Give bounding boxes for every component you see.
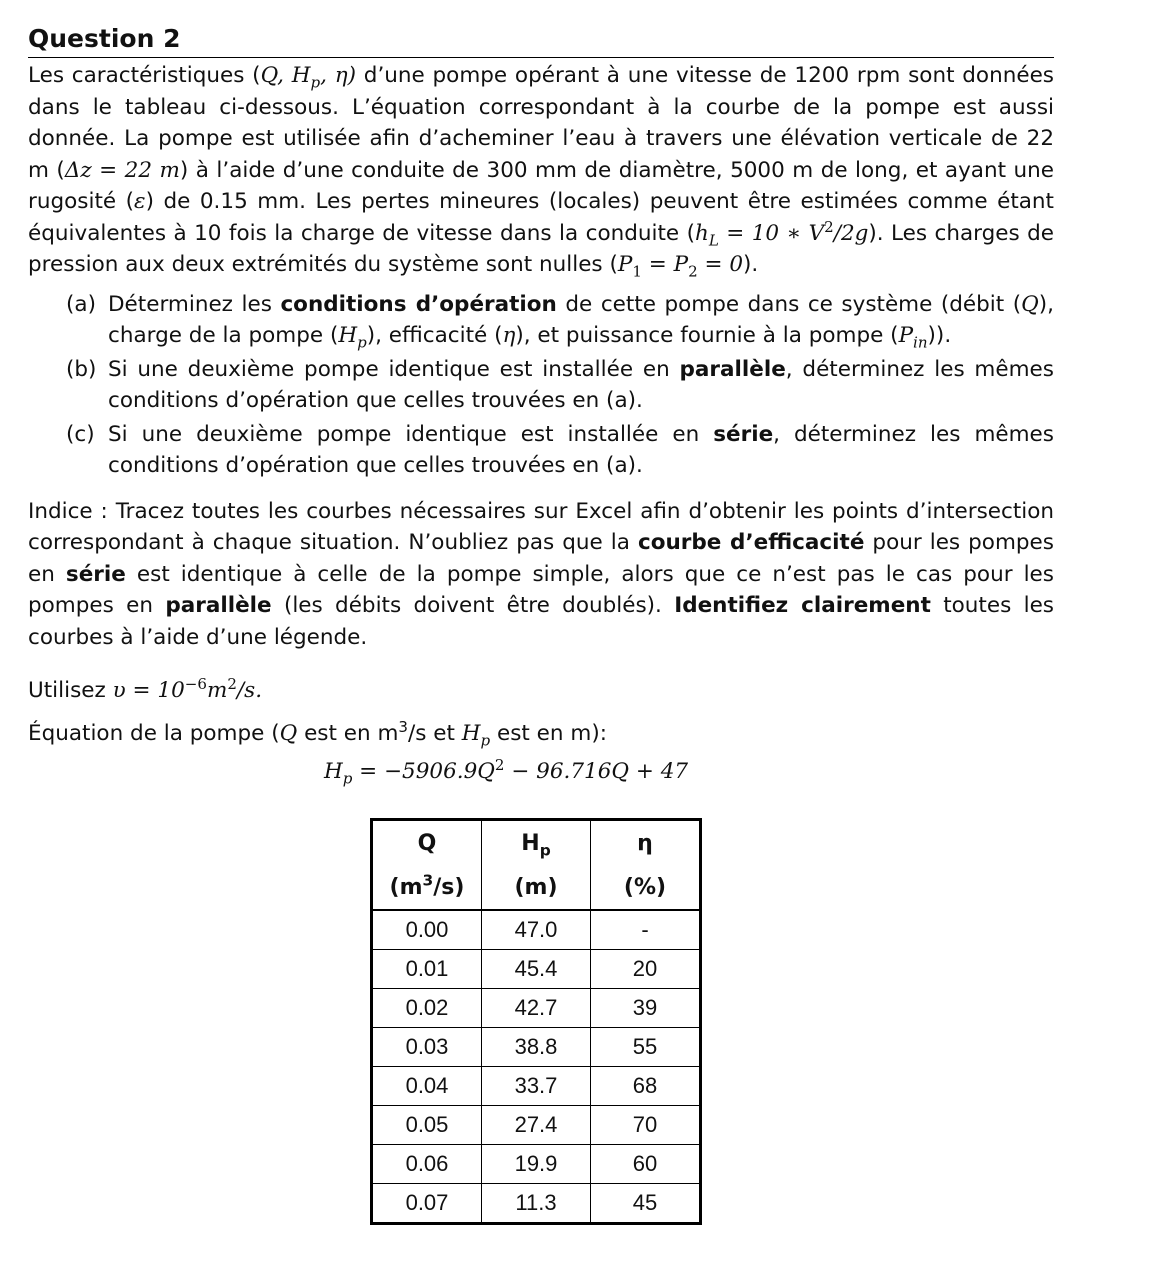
question-title: Question 2 (28, 24, 1054, 58)
table-cell: 45.4 (482, 950, 591, 989)
col-header-hp: $H_p$ (482, 820, 591, 866)
table-cell: 0.00 (372, 910, 482, 950)
table-units-row (372, 865, 701, 910)
col-header-q: Q (372, 820, 482, 866)
table-row (372, 989, 701, 1028)
table-cell: 55 (591, 1028, 701, 1067)
table-cell: 0.07 (372, 1184, 482, 1224)
table-row (372, 1184, 701, 1224)
table-cell: 47.0 (482, 910, 591, 950)
table-cell: 20 (591, 950, 701, 989)
intro-paragraph: Les caractéristiques (Q, $H_p$, η) d’une pompe opérant à une vitesse de 1200 rpm sont données dans le tableau ci-dessous. L’équation correspondant à la courbe de la pompe est aussi donnée. La pompe est utilisée afin d’acheminer l’eau à travers une élévation verticale de 22 m (Δz = 22 m) à l’aide d’une conduite de 300 mm de diamètre, 5000 m de long, et ayant une rugosité (ε) de 0.15 mm. Les pertes mineures (locales) peuvent être estimées comme étant équivalentes à 10 fois la charge de vitesse dans la conduite ($h_L = 10$ ∗ $V^2/2g$). Les charges de pression aux deux extrémités du système sont nulles $(P_1 = P_2 = 0)$. (28, 63, 1055, 281)
table-cell: 0.01 (372, 950, 482, 989)
table-body (372, 910, 701, 1224)
unit-hp: (m) (482, 865, 591, 910)
table-cell: 11.3 (482, 1184, 591, 1224)
table-cell: 0.06 (372, 1145, 482, 1184)
table-cell: 0.05 (372, 1106, 482, 1145)
table-row (372, 1067, 701, 1106)
table-cell: 33.7 (482, 1067, 591, 1106)
col-header-eta: η (591, 820, 701, 866)
table-cell: 0.02 (372, 989, 482, 1028)
table-row (372, 1106, 701, 1145)
table-cell: 38.8 (482, 1028, 591, 1067)
table-cell: 42.7 (482, 989, 591, 1028)
table-cell: 27.4 (482, 1106, 591, 1145)
pump-characteristics-table (370, 818, 702, 1225)
table-cell: 68 (591, 1067, 701, 1106)
question-list (28, 289, 1054, 482)
table-cell: - (591, 910, 701, 950)
pump-equation: $H_p = -5906.9Q^2 - 96.716Q + 47$ (323, 755, 689, 787)
table-row (372, 1028, 701, 1067)
unit-eta: (%) (591, 865, 701, 910)
list-item: (c) Si une deuxième pompe identique est installée en série, déterminez les mêmes conditions d’opération que celles trouvées en (a). (66, 421, 1054, 478)
table-row (372, 1145, 701, 1184)
table-cell: 0.03 (372, 1028, 482, 1067)
table-cell: 60 (591, 1145, 701, 1184)
list-item: (a) Déterminez les conditions d’opération de cette pompe dans ce système (débit (Q), charge de la pompe $(H_p)$, efficacité (η), et puissance fournie à la pompe $(P_{in})$). (66, 291, 1055, 352)
document-page (28, 24, 1054, 787)
pump-equation-label: Équation de la pompe (Q est en $m^3/s$ et $H_p$ est en m): (28, 717, 607, 750)
table-cell: 0.04 (372, 1067, 482, 1106)
hint-paragraph: Indice : Tracez toutes les courbes nécessaires sur Excel afin d’obtenir les points d’intersection correspondant à chaque situation. N’oubliez pas que la courbe d’efficacité pour les pompes en série est identique à celle de la pompe simple, alors que ce n’est pas le cas pour les pompes en parallèle (les débits doivent être doublés). Identifiez clairement toutes les courbes à l’aide d’une légende. (28, 498, 1055, 650)
table-cell: 19.9 (482, 1145, 591, 1184)
table-row (372, 950, 701, 989)
unit-q: $(m^3/s)$ (372, 865, 482, 910)
table-cell: 70 (591, 1106, 701, 1145)
list-item: (b) Si une deuxième pompe identique est installée en parallèle, déterminez les mêmes conditions d’opération que celles trouvées en (a). (66, 356, 1054, 413)
viscosity-line: Utilisez $\upsilon = 10^{-6}m^2/s$. (28, 674, 263, 703)
table-cell: 39 (591, 989, 701, 1028)
table-cell: 45 (591, 1184, 701, 1224)
table-header-row (372, 820, 701, 866)
table-row (372, 910, 701, 950)
